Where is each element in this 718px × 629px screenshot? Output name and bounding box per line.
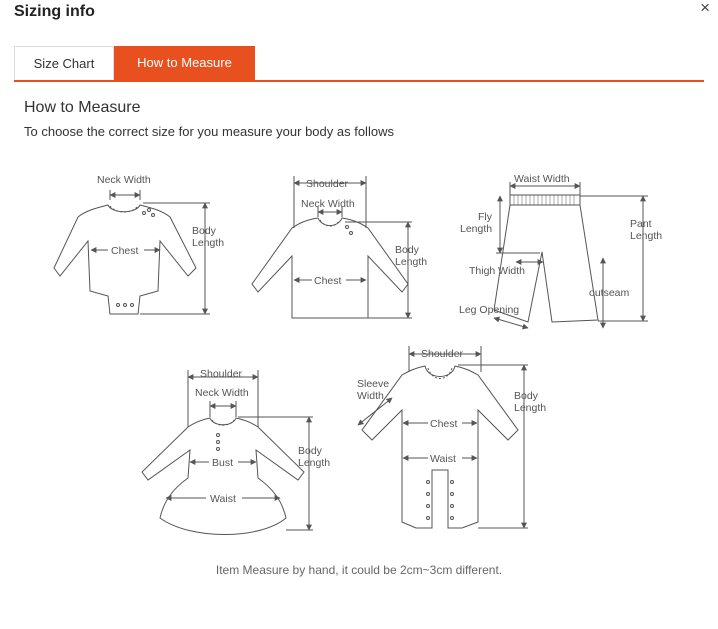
label-waist-width: Waist Width xyxy=(514,173,570,185)
section-heading: How to Measure xyxy=(24,99,141,116)
tab-how-to-measure[interactable]: How to Measure xyxy=(114,46,255,80)
romper-diagram xyxy=(358,346,528,528)
dress-outline xyxy=(142,418,304,535)
label-fly-length-2: Length xyxy=(460,223,493,235)
label-neck-width: Neck Width xyxy=(97,174,151,186)
label-body-length-2: Length xyxy=(192,237,225,249)
label-chest: Chest xyxy=(314,275,342,287)
romper-outline xyxy=(362,366,518,528)
label-sleeve-width-2: Width xyxy=(357,390,384,402)
measure-note: Item Measure by hand, it could be 2cm~3cm different. xyxy=(215,563,503,577)
label-body-length-1: Body xyxy=(514,390,538,402)
label-chest: Chest xyxy=(111,245,139,257)
label-sleeve-width-1: Sleeve xyxy=(357,378,390,390)
measurement-diagrams xyxy=(0,150,718,550)
label-chest: Chest xyxy=(430,418,458,430)
label-neck-width: Neck Width xyxy=(195,387,249,399)
section-subtitle: To choose the correct size for you measure your body as follows xyxy=(24,124,394,139)
label-fly-length-1: Fly xyxy=(478,211,492,223)
label-outseam: outseam xyxy=(589,287,630,299)
label-pant-length-1: Pant xyxy=(630,218,652,230)
label-body-length-2: Length xyxy=(514,402,547,414)
label-thigh-width: Thigh Width xyxy=(469,265,526,277)
close-icon[interactable]: × xyxy=(700,0,710,17)
top-outline xyxy=(252,218,408,318)
bodysuit-outline xyxy=(54,205,196,314)
dialog-title: Sizing info xyxy=(14,3,95,20)
label-pant-length-2: Length xyxy=(630,230,663,242)
tab-size-chart[interactable]: Size Chart xyxy=(14,46,114,80)
label-body-length-1: Body xyxy=(192,225,216,237)
label-shoulder: Shoulder xyxy=(306,178,349,190)
tab-bar xyxy=(14,46,704,82)
label-shoulder: Shoulder xyxy=(421,348,464,360)
label-leg-opening: Leg Opening xyxy=(459,304,520,316)
label-body-length-1: Body xyxy=(298,445,322,457)
label-body-length-2: Length xyxy=(395,256,428,268)
label-body-length-1: Body xyxy=(395,244,419,256)
label-shoulder: Shoulder xyxy=(200,368,243,380)
label-neck-width: Neck Width xyxy=(301,198,355,210)
label-body-length-2: Length xyxy=(298,457,331,469)
label-waist: Waist xyxy=(210,493,236,505)
label-waist: Waist xyxy=(430,453,456,465)
label-bust: Bust xyxy=(212,457,234,469)
